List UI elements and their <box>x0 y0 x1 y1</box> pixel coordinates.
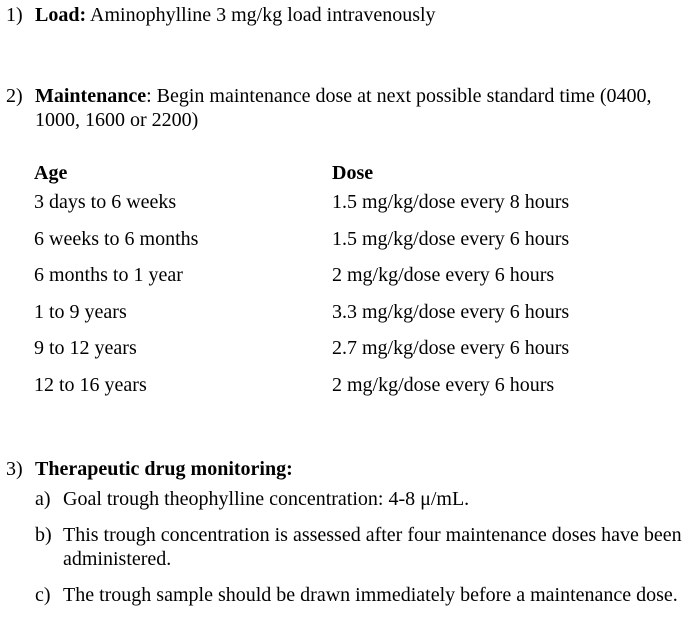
dose-cell: 1.5 mg/kg/dose every 6 hours <box>332 227 570 250</box>
dose-cell: 1.5 mg/kg/dose every 8 hours <box>332 191 570 213</box>
dose-cell: 3.3 mg/kg/dose every 6 hours <box>332 300 570 323</box>
age-cell: 9 to 12 years <box>34 337 137 359</box>
table-row <box>34 331 634 368</box>
table-header <box>34 161 634 185</box>
age-column-header: Age <box>34 162 68 184</box>
dose-table <box>34 161 634 404</box>
monitoring-heading: Therapeutic drug monitoring: <box>35 458 293 480</box>
table-row <box>34 258 634 295</box>
item-text: The trough sample should be drawn immediately before a maintenance dose. <box>63 584 678 606</box>
item-letter: a) <box>35 488 51 510</box>
age-cell: 6 months to 1 year <box>34 264 183 286</box>
maintenance-heading: Maintenance <box>35 85 147 107</box>
section-monitoring <box>6 457 682 607</box>
item-letter: c) <box>35 584 51 606</box>
dose-cell: 2 mg/kg/dose every 6 hours <box>332 264 555 286</box>
table-row <box>34 368 634 405</box>
table-row <box>34 222 634 259</box>
section-number: 1) <box>6 4 23 26</box>
section-body <box>35 457 682 481</box>
age-cell: 1 to 9 years <box>34 300 127 323</box>
dose-cell: 2 mg/kg/dose every 6 hours <box>332 373 555 396</box>
item-letter: b) <box>35 524 52 546</box>
dose-column-header: Dose <box>332 162 374 184</box>
load-text: Aminophylline 3 mg/kg load intravenously <box>86 4 436 26</box>
age-cell: 3 days to 6 weeks <box>34 191 177 213</box>
section-body <box>35 3 682 27</box>
section-body <box>35 84 682 132</box>
list-item <box>35 487 682 511</box>
age-cell: 6 weeks to 6 months <box>34 227 199 250</box>
dose-cell: 2.7 mg/kg/dose every 6 hours <box>332 337 570 359</box>
section-maintenance <box>6 84 682 132</box>
load-heading: Load: <box>35 4 87 26</box>
section-number: 3) <box>6 458 23 480</box>
section-load <box>6 3 682 27</box>
item-text: This trough concentration is assessed after four maintenance doses have been administered. <box>63 524 682 570</box>
age-cell: 12 to 16 years <box>34 373 147 396</box>
item-text: Goal trough theophylline concentration: 4-8 μ/mL. <box>63 488 470 510</box>
table-row <box>34 185 634 222</box>
list-item <box>35 523 682 571</box>
maintenance-text: : Begin maintenance dose at next possible standard time (0400, 1000, 1600 or 2200) <box>35 85 652 131</box>
section-number: 2) <box>6 85 23 107</box>
list-item <box>35 583 682 607</box>
table-row <box>34 295 634 332</box>
